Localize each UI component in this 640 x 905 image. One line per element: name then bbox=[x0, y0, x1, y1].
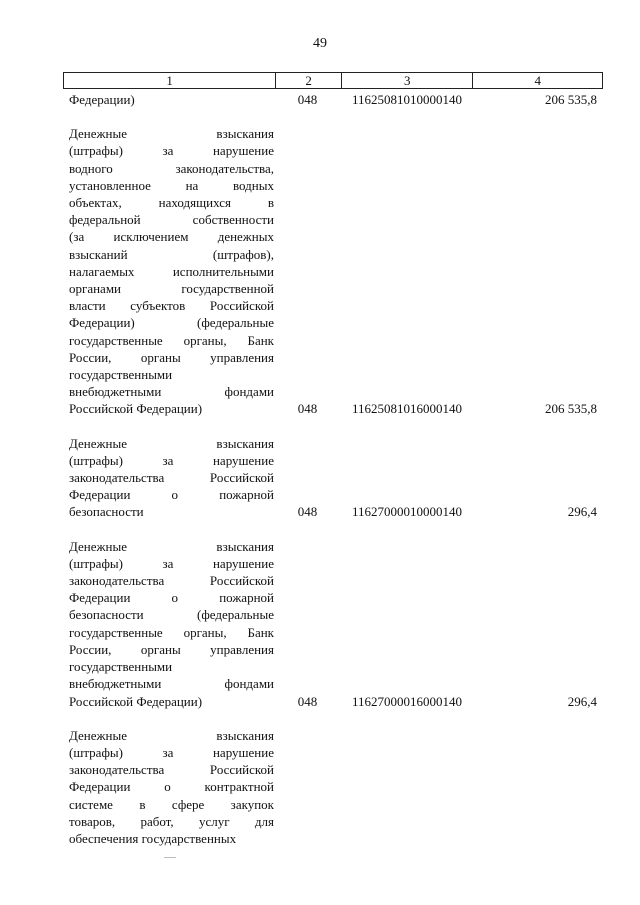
row-description bbox=[63, 435, 274, 521]
description-line: (штрафы) за нарушение bbox=[69, 452, 274, 468]
description-line: внебюджетными фондами bbox=[69, 384, 274, 400]
description-line: государственные органы, Банк bbox=[69, 624, 274, 640]
description-line: Денежные взыскания bbox=[69, 126, 274, 142]
description-line: федеральной собственности bbox=[69, 212, 274, 228]
row-budget-code: 11625081010000140 bbox=[351, 92, 463, 107]
description-line: (за исключением денежных bbox=[69, 229, 274, 245]
description-line: законодательства Российской bbox=[69, 762, 274, 778]
row-description bbox=[63, 727, 274, 847]
description-line: безопасности bbox=[69, 504, 144, 520]
description-line: государственными bbox=[69, 367, 173, 383]
table-row bbox=[63, 91, 603, 108]
description-line: водного законодательства, bbox=[69, 160, 274, 176]
column-header-4: 4 bbox=[472, 73, 602, 88]
row-amount: 296,4 bbox=[567, 693, 597, 709]
revenue-table bbox=[63, 72, 603, 847]
description-line: Денежные взыскания bbox=[69, 538, 274, 554]
row-budget-code: 11625081016000140 bbox=[351, 401, 463, 417]
description-line: (штрафы) за нарушение bbox=[69, 143, 274, 159]
description-line: Российской Федерации) bbox=[69, 401, 203, 417]
description-line: государственные органы, Банк bbox=[69, 332, 274, 348]
description-line: Федерации) (федеральные bbox=[69, 315, 274, 331]
description-line: обеспечения государственных bbox=[69, 830, 237, 846]
description-line: (штрафы) за нарушение bbox=[69, 744, 274, 760]
scan-mark bbox=[164, 857, 176, 858]
row-budget-code: 11627000016000140 bbox=[351, 693, 463, 709]
row-admin-code: 048 bbox=[297, 504, 318, 520]
description-line: Российской Федерации) bbox=[69, 693, 203, 709]
description-line: системе в сфере закупок bbox=[69, 796, 274, 812]
description-line: налагаемых исполнительными bbox=[69, 263, 274, 279]
page-number: 49 bbox=[313, 36, 327, 51]
description-line: Федерации о контрактной bbox=[69, 779, 274, 795]
column-header-3: 3 bbox=[341, 73, 473, 88]
description-line: (штрафы) за нарушение bbox=[69, 555, 274, 571]
description-line: законодательства Российской bbox=[69, 470, 274, 486]
table-row bbox=[63, 538, 603, 710]
row-description bbox=[63, 538, 274, 710]
description-line: товаров, работ, услуг для bbox=[69, 813, 274, 829]
row-admin-code: 048 bbox=[297, 693, 318, 709]
description-line: объектах, находящихся в bbox=[69, 195, 274, 211]
table-row bbox=[63, 727, 603, 847]
row-budget-code: 11627000010000140 bbox=[351, 504, 463, 520]
row-amount: 206 535,8 bbox=[545, 401, 597, 417]
column-header-2: 2 bbox=[275, 73, 341, 88]
description-line: законодательства Российской bbox=[69, 573, 274, 589]
description-line: органами государственной bbox=[69, 281, 274, 297]
table-header-row bbox=[63, 72, 603, 89]
description-line: государственными bbox=[69, 659, 173, 675]
row-admin-code: 048 bbox=[297, 92, 318, 107]
column-header-1: 1 bbox=[166, 73, 173, 88]
row-admin-code: 048 bbox=[297, 401, 318, 417]
description-line: Денежные взыскания bbox=[69, 727, 274, 743]
row-amount: 206 535,8 bbox=[545, 92, 597, 107]
description-line: Федерации) bbox=[69, 92, 135, 107]
row-description bbox=[63, 91, 274, 108]
table-body bbox=[63, 91, 603, 847]
description-line: взысканий (штрафов), bbox=[69, 246, 274, 262]
description-line: Денежные взыскания bbox=[69, 435, 274, 451]
table-row bbox=[63, 125, 603, 417]
row-amount: 296,4 bbox=[567, 504, 597, 520]
description-line: России, органы управления bbox=[69, 641, 274, 657]
description-line: Федерации о пожарной bbox=[69, 590, 274, 606]
description-line: внебюджетными фондами bbox=[69, 676, 274, 692]
description-line: безопасности (федеральные bbox=[69, 607, 274, 623]
description-line: Федерации о пожарной bbox=[69, 487, 274, 503]
description-line: России, органы управления bbox=[69, 349, 274, 365]
description-line: установленное на водных bbox=[69, 177, 274, 193]
description-line: власти субъектов Российской bbox=[69, 298, 274, 314]
row-description bbox=[63, 125, 274, 417]
table-row bbox=[63, 435, 603, 521]
